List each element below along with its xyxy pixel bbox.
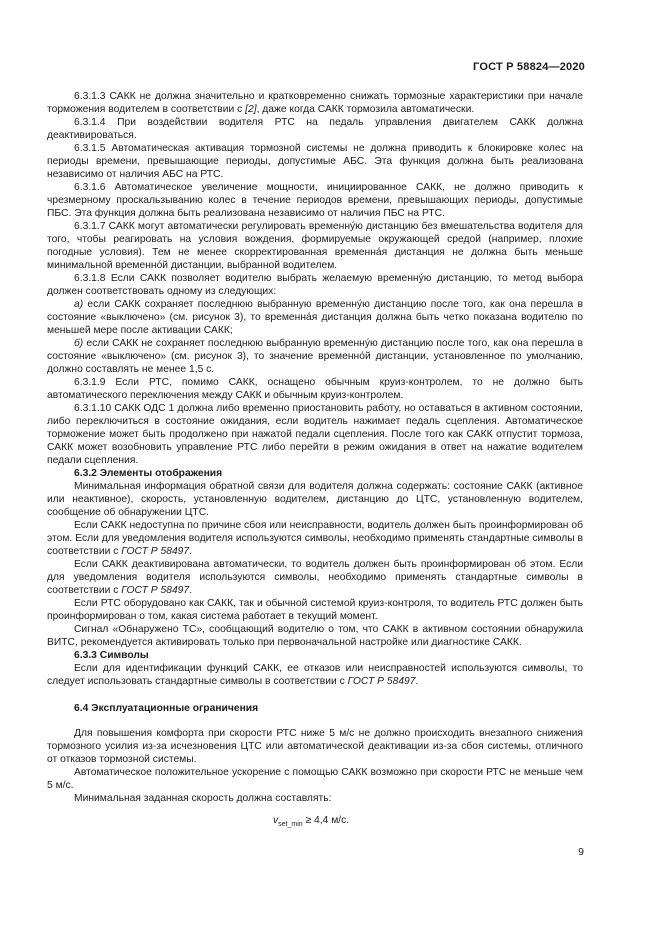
paragraph-acceleration: Автоматическое положительное ускорение с помощью САКК возможно при скорости РТС не меньше чем 5 м/с. (47, 767, 583, 791)
paragraph-deactivated: Если САКК деактивирована автоматически, то водитель должен быть проинформирован об этом. Если для уведомления водителя используются символы, необходимо применять стандартные символы в соответствии с ГОСТ Р 58497. (47, 559, 583, 596)
section-heading-6-4: 6.4 Эксплуатационные ограничения (74, 703, 259, 714)
paragraph-6-3-1-3: 6.3.1.3 САКК не должна значительно и кратковременно снижать тормозные характеристики при начале торможения водителем в соответствии с [2], даже когда САКК тормозила автоматически. (47, 91, 583, 115)
document-body (47, 90, 583, 831)
paragraph-6-3-1-10: 6.3.1.10 САКК ОДС 1 должна либо временно приостановить работу, но оставаться в активном состоянии, либо переключиться в состояние ожидания, если водитель нажимает педаль сцепления. Автоматическое торможение может быть продолжено при нажатой педали сцепления. После того как САКК отпустит тормоза, САКК может возобновить управление РТС либо перейти в режим ожидания в ответ на нажатие водителем педали сцепления. (47, 403, 583, 466)
paragraph-unavailable: Если САКК недоступна по причине сбоя или неисправности, водитель должен быть проинформирован об этом. Если для уведомления водителя используются символы, необходимо применять стандартные символы в соответствии с ГОСТ Р 58497. (47, 520, 583, 557)
paragraph-feedback-info: Минимальная информация обратной связи для водителя должна содержать: состояние САКК (активное или неактивное), скорость, установленную водителем, дистанцию до ЦТС, установленную водителем, сообщение об обнаружении ЦТС. (47, 481, 583, 518)
section-heading-6-3-3: 6.3.3 Символы (74, 650, 149, 661)
paragraph-6-3-1-6: 6.3.1.6 Автоматическое увеличение мощности, инициированное САКК, не должно приводить к чрезмерному проскальзыванию колес в течение периодов времени, превышающих периоды, допустимые ПБС. Эта функция должна быть реализована независимо от наличия ПБС на РТС. (47, 182, 583, 219)
reference-link: ГОСТ Р 58497 (121, 585, 190, 596)
list-item-b: б) если САКК не сохраняет последнюю выбранную временну́ю дистанцию после того, как она перешла в состояние «выключено» (см. рисунок 3), то значение временно́й дистанции, установленное по умолчанию, должно составлять не менее 1,5 с. (47, 338, 583, 375)
paragraph-symbols: Если для идентификации функций САКК, ее отказов или неисправностей используются символы, то следует использовать стандартные символы в соответствии с ГОСТ Р 58497. (47, 663, 583, 687)
reference-link: [2] (245, 104, 257, 115)
paragraph-signal: Сигнал «Обнаружено ТС», сообщающий водителю о том, что САКК в активном состоянии обнаружила ВИТС, рекомендуется активировать только при первоначальной настройке или диагностике САКК. (47, 624, 583, 648)
paragraph-6-3-1-7: 6.3.1.7 САКК могут автоматически регулировать временну́ю дистанцию без вмешательства водителя для того, чтобы реагировать на условия вождения, формируемые окружающей средой (например, плохие погодные условия). Тем не менее скорректированная временна́я дистанция не должна быть меньше минимальной временно́й дистанции, выбранной водителем. (47, 221, 583, 271)
reference-link: ГОСТ Р 58497 (347, 676, 416, 687)
list-item-a: а) если САКК сохраняет последнюю выбранную временну́ю дистанцию после того, как она перешла в состояние «выключено» (см. рисунок 3), то временна́я дистанция должна быть четко показана водителю по меньшей мере после активации САКК; (47, 299, 583, 336)
paragraph-dual-system: Если РТС оборудовано как САКК, так и обычной системой круиз-контроля, то водитель РТС должен быть проинформирован о том, какая система работает в текущий момент. (47, 598, 583, 622)
reference-link: ГОСТ Р 58497 (121, 546, 190, 557)
document-header: ГОСТ Р 58824—2020 (473, 61, 585, 73)
paragraph-6-3-1-4: 6.3.1.4 При воздействии водителя РТС на педаль управления двигателем САКК должна деактивироваться. (47, 117, 583, 141)
paragraph-6-3-1-9: 6.3.1.9 Если РТС, помимо САКК, оснащено обычным круиз-контролем, то не должно быть автоматического переключения между САКК и обычным круиз-контролем. (47, 377, 583, 401)
paragraph-comfort: Для повышения комфорта при скорости РТС ниже 5 м/с не должно происходить внезапного снижения тормозного усилия из-за исчезновения ЦТС или автоматической деактивации из-за сбоя системы, отличного от отказов тормозной системы. (47, 728, 583, 765)
page-number: 9 (578, 846, 584, 858)
section-heading-6-3-2: 6.3.2 Элементы отображения (74, 468, 223, 479)
paragraph-6-3-1-5: 6.3.1.5 Автоматическая активация тормозной системы не должна приводить к блокировке колес на периоды времени, превышающие периоды, допустимые АБС. Эта функция должна быть реализована независимо от наличия АБС на РТС. (47, 143, 583, 180)
min-speed-formula: $v_{set\_min} \ge 4,4$ м/с. (273, 815, 350, 829)
paragraph-min-speed: Минимальная заданная скорость должна составлять: (74, 793, 332, 804)
paragraph-6-3-1-8: 6.3.1.8 Если САКК позволяет водителю выбрать желаемую временну́ю дистанцию, то метод выбора должен соответствовать одному из следующих: (47, 273, 583, 297)
